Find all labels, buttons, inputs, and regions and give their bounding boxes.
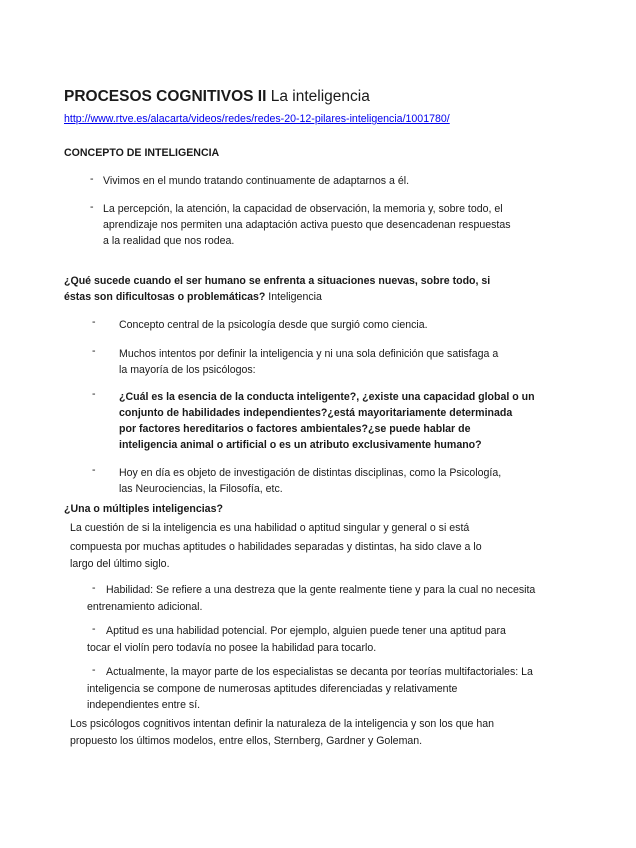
question-1-line-1: ¿Qué sucede cuando el ser humano se enfrenta a situaciones nuevas, sobre todo, si [64,275,491,287]
s3-bullet-3-line-1: Actualmente, la mayor parte de los especialistas se decanta por teorías multifactoriales: La [106,666,533,678]
bullet-dash: - [92,582,96,594]
s2-bullet-3-line-2: conjunto de habilidades independientes?¿está mayoritariamente determinada [119,407,513,419]
bullet-dash: - [92,388,96,400]
title-rest: La inteligencia [266,88,370,105]
s2-bullet-3-line-1: ¿Cuál es la esencia de la conducta inteligente?, ¿existe una capacidad global o un [119,391,535,403]
bullet-dash: - [92,664,96,676]
title-bold: PROCESOS COGNITIVOS II [64,88,267,105]
s2-bullet-1: Concepto central de la psicología desde que surgió como ciencia. [119,319,428,331]
s1-bullet-2-line-3: a la realidad que nos rodea. [103,235,235,247]
s2-bullet-2-line-2: la mayoría de los psicólogos: [119,364,256,376]
s2-bullet-3-line-3: por factores hereditarios o factores ambientales?¿se puede hablar de [119,423,471,435]
s2-bullet-3-line-4: inteligencia animal o artificial o es un atributo exclusivamente humano? [119,439,482,451]
bullet-dash: - [92,316,96,328]
section-heading-concepto: CONCEPTO DE INTELIGENCIA [64,147,220,159]
paragraph-1-line-3: largo del último siglo. [70,558,170,570]
s1-bullet-2-line-2: aprendizaje nos permiten una adaptación activa puesto que desencadenan respuestas [103,219,511,231]
s1-bullet-2-line-1: La percepción, la atención, la capacidad de observación, la memoria y, sobre todo, el [103,203,503,215]
page-title [64,88,370,106]
paragraph-1-line-2: compuesta por muchas aptitudes o habilidades separadas y distintas, ha sido clave a lo [70,541,482,553]
s3-bullet-1-line-2: entrenamiento adicional. [87,601,203,613]
question-2: ¿Una o múltiples inteligencias? [64,503,223,515]
question-1-bold: éstas son dificultosas o problemáticas? [64,291,266,303]
s3-bullet-1-line-1: Habilidad: Se refiere a una destreza que la gente realmente tiene y para la cual no necesita [106,584,536,596]
s1-bullet-1: Vivimos en el mundo tratando continuamente de adaptarnos a él. [103,175,410,187]
s3-bullet-3-line-3: independientes entre sí. [87,699,201,711]
s2-bullet-4-line-2: las Neurociencias, la Filosofía, etc. [119,483,283,495]
s3-bullet-3-line-2: inteligencia se compone de numerosas aptitudes diferenciadas y relativamente [87,683,458,695]
bullet-dash: - [90,173,94,185]
question-1-line-2 [64,290,322,305]
paragraph-2-line-1: Los psicólogos cognitivos intentan definir la naturaleza de la inteligencia y son los que han [70,718,495,730]
bullet-dash: - [90,201,94,213]
s3-bullet-2-line-1: Aptitud es una habilidad potencial. Por ejemplo, alguien puede tener una aptitud para [106,625,506,637]
video-link[interactable]: http://www.rtve.es/alacarta/videos/redes/redes-20-12-pilares-inteligencia/1001780/ [64,113,450,125]
s2-bullet-4-line-1: Hoy en día es objeto de investigación de distintas disciplinas, como la Psicología, [119,467,502,479]
question-1-answer: Inteligencia [265,291,322,303]
paragraph-2-line-2: propuesto los últimos modelos, entre ellos, Sternberg, Gardner y Goleman. [70,735,423,747]
bullet-dash: - [92,464,96,476]
paragraph-1-line-1: La cuestión de si la inteligencia es una habilidad o aptitud singular y general o si está [70,522,470,534]
bullet-dash: - [92,345,96,357]
s2-bullet-2-line-1: Muchos intentos por definir la inteligencia y ni una sola definición que satisfaga a [119,348,499,360]
s3-bullet-2-line-2: tocar el violín pero todavía no posee la habilidad para tocarlo. [87,642,377,654]
bullet-dash: - [92,623,96,635]
